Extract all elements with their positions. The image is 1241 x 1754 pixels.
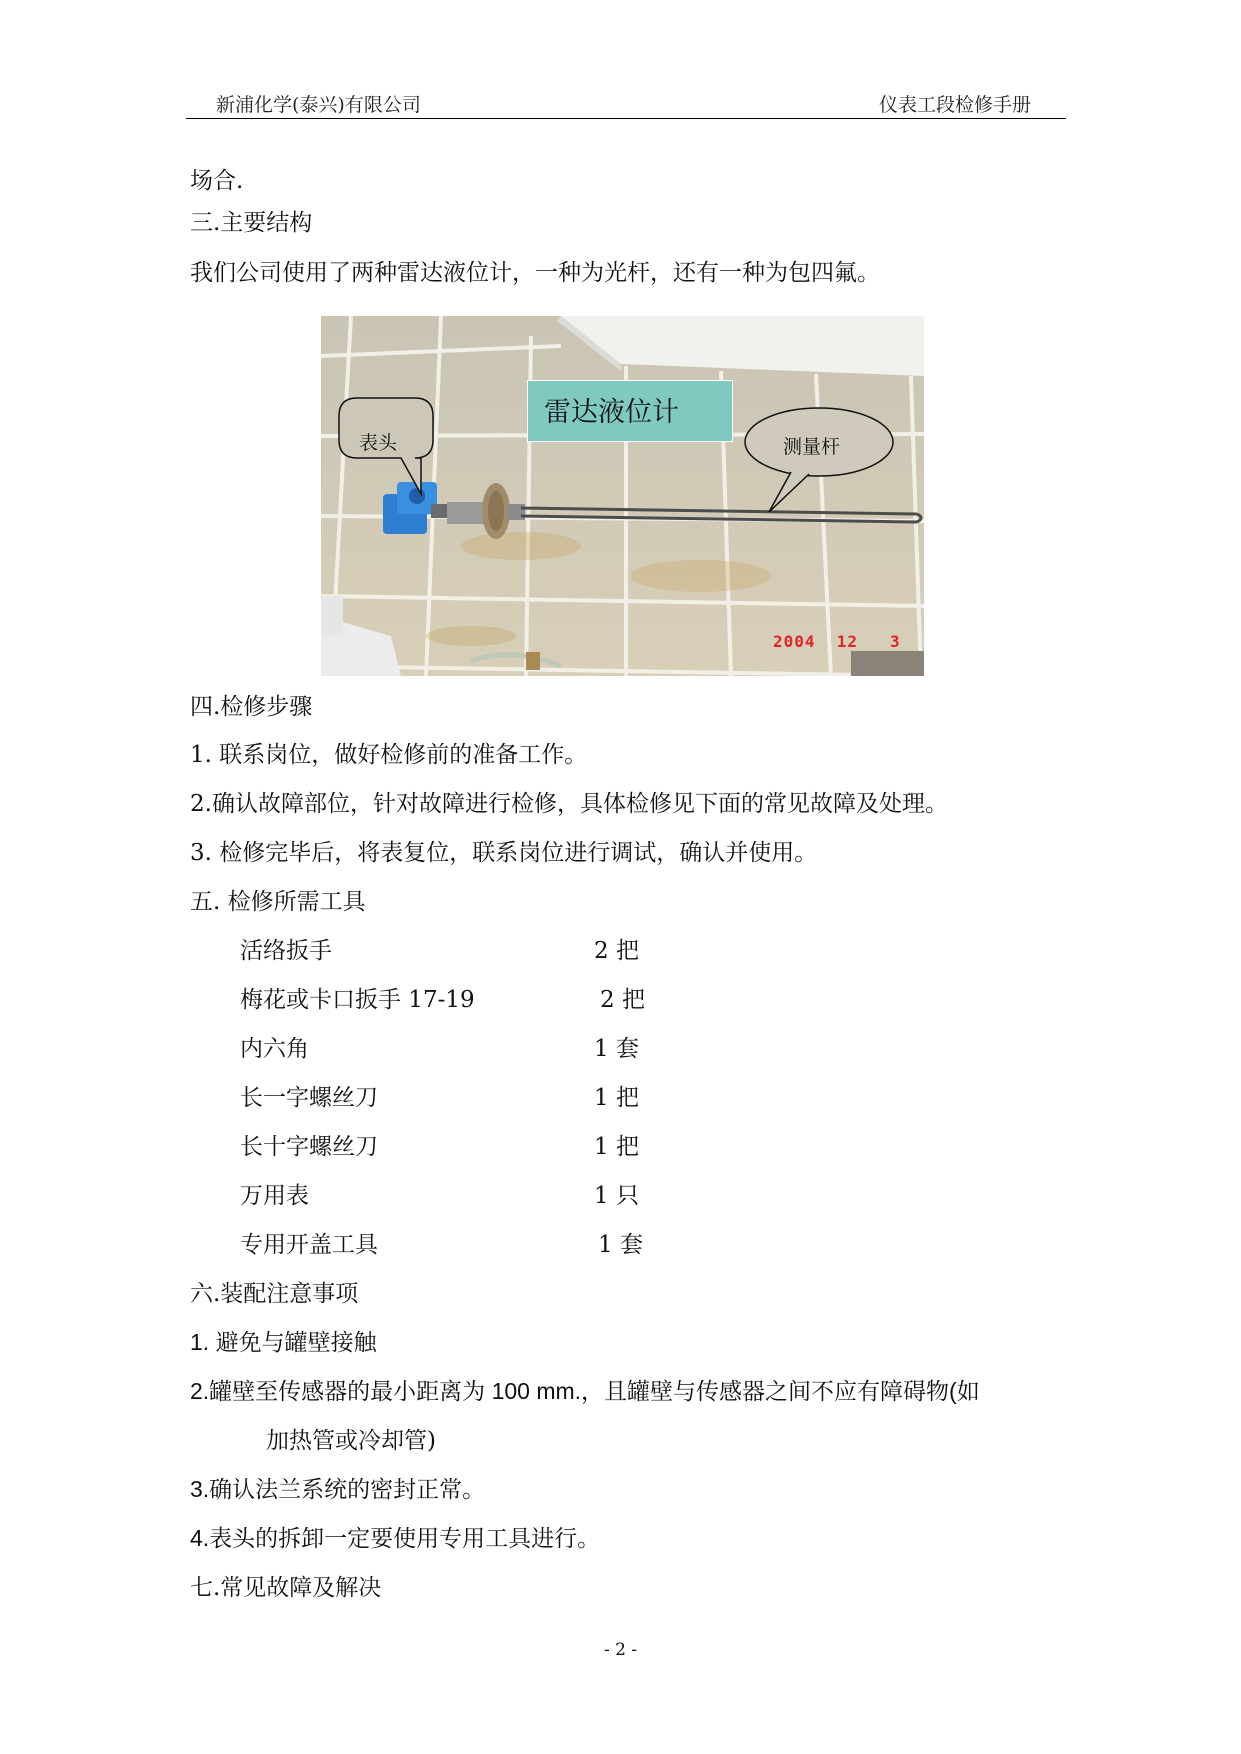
tool-name: 内六角 — [240, 1036, 309, 1062]
meter-head-label: 表头 — [359, 433, 398, 454]
radar-level-gauge-photo — [321, 316, 924, 676]
tool-quantity: 1 把 — [594, 1134, 639, 1160]
tool-quantity: 1 套 — [594, 1036, 639, 1062]
header-manual-title: 仪表工段检修手册 — [878, 94, 1031, 116]
tool-quantity: 2 把 — [594, 938, 639, 964]
section-4-step-3: 3. 检修完毕后，将表复位，联系岗位进行调试，确认并使用。 — [190, 840, 818, 866]
section-7-heading: 七.常见故障及解决 — [190, 1575, 382, 1601]
measuring-rod-label: 测量杆 — [783, 437, 841, 458]
section-6-item-4: 4.表头的拆卸一定要使用专用工具进行。 — [190, 1525, 601, 1551]
photo-illustration — [321, 316, 924, 676]
tool-name: 长一字螺丝刀 — [240, 1085, 378, 1111]
section-4-heading: 四.检修步骤 — [190, 694, 313, 720]
section-3-paragraph: 我们公司使用了两种雷达液位计，一种为光杆，还有一种为包四氟。 — [190, 260, 880, 286]
tool-name: 万用表 — [240, 1183, 309, 1209]
page-number: - 2 - — [603, 1640, 638, 1660]
section-6-item-1: 1. 避免与罐壁接触 — [190, 1329, 377, 1355]
photo-date-stamp: 2004 12 3 — [773, 632, 901, 651]
section-4-step-1: 1. 联系岗位，做好检修前的准备工作。 — [190, 742, 588, 768]
section-4-step-2: 2.确认故障部位，针对故障进行检修，具体检修见下面的常见故障及处理。 — [190, 791, 948, 817]
page-header — [186, 88, 1066, 119]
tool-quantity: 2 把 — [600, 987, 645, 1013]
tool-name: 长十字螺丝刀 — [240, 1134, 378, 1160]
section-6-item-3: 3.确认法兰系统的密封正常。 — [190, 1476, 486, 1502]
header-company: 新浦化学(泰兴)有限公司 — [216, 94, 421, 116]
tool-name: 梅花或卡口扳手 17-19 — [240, 987, 475, 1013]
tool-quantity: 1 套 — [598, 1232, 643, 1258]
section-6-item-2-continued: 加热管或冷却管) — [266, 1428, 436, 1454]
tool-quantity: 1 只 — [594, 1183, 639, 1209]
section-6-heading: 六.装配注意事项 — [190, 1281, 359, 1307]
continuation-text: 场合. — [190, 168, 244, 194]
section-6-item-2: 2.罐壁至传感器的最小距离为 100 mm.，且罐壁与传感器之间不应有障碍物(如 — [190, 1378, 980, 1404]
tool-name: 活络扳手 — [240, 938, 332, 964]
tool-quantity: 1 把 — [594, 1085, 639, 1111]
photo-title-label: 雷达液位计 — [527, 380, 733, 442]
section-5-heading: 五. 检修所需工具 — [190, 889, 366, 915]
tool-name: 专用开盖工具 — [240, 1232, 378, 1258]
section-3-heading: 三.主要结构 — [190, 210, 313, 236]
